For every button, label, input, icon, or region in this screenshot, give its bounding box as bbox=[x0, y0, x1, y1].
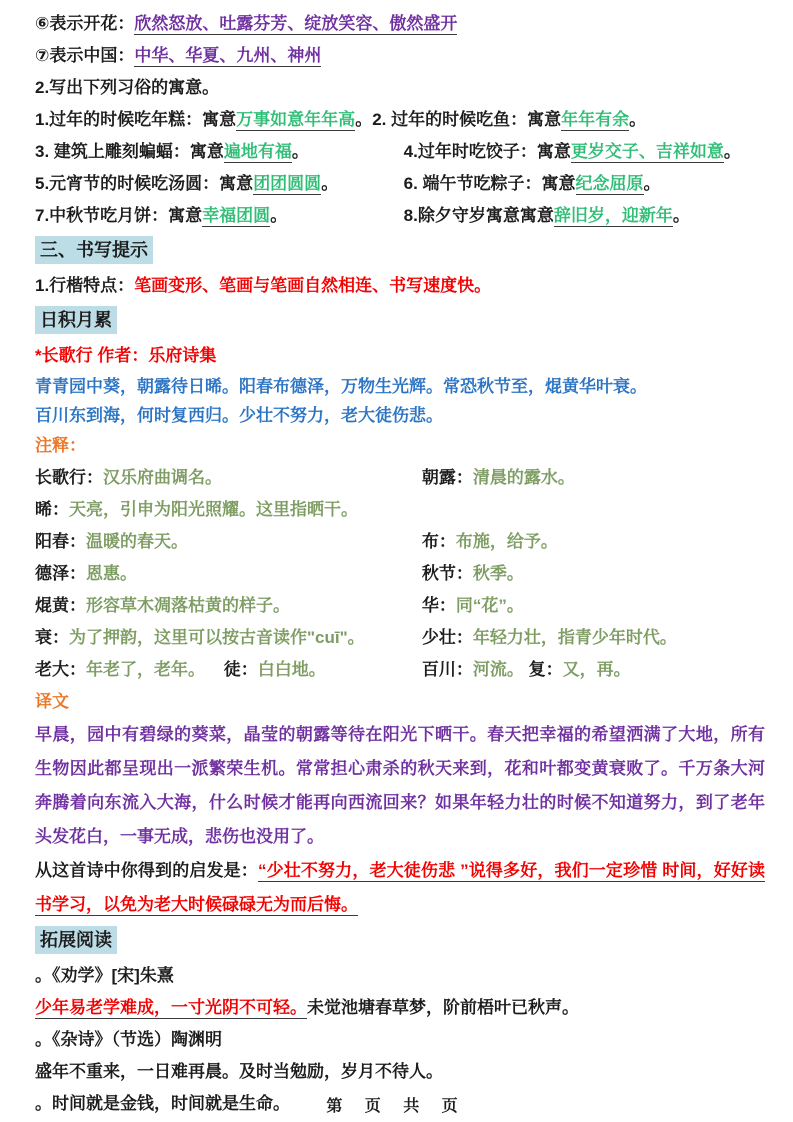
custom-answer: 更岁交子、吉祥如意 bbox=[570, 142, 724, 161]
insight-line bbox=[35, 854, 765, 922]
translation-body: 早晨，园中有碧绿的葵菜，晶莹的朝露等待在阳光下晒干。春天把幸福的希望洒满了大地，所有生物因此都呈现出一派繁荣生机。常常担心肃杀的秋天来到，花和叶都变黄衰败了。千万条大河奔腾着向东流入大海，什么时候才能再向西流回来？如果年轻力壮的时候不知道努力，到了老年头发花白，一事无成，悲伤也没用了。 bbox=[35, 725, 765, 846]
customs-row-3 bbox=[35, 168, 765, 200]
customs-heading: 2.写出下列习俗的寓意。 bbox=[35, 78, 220, 97]
custom-answer: 遍地有福 bbox=[223, 142, 292, 161]
note-entry: 老大：年老了，老年。 bbox=[35, 660, 205, 679]
note-entry: 衰：为了押韵，这里可以按古音读作"cuī"。 bbox=[35, 628, 365, 647]
poem-line-1: 青青园中葵，朝露待日晞。阳春布德泽，万物生光辉。常恐秋节至，焜黄华叶衰。 bbox=[35, 377, 647, 396]
translation-heading: 译文 bbox=[35, 692, 69, 711]
note-entry: 华：同“花”。 bbox=[421, 596, 524, 615]
custom-answer: 团团圆圆 bbox=[253, 174, 322, 193]
time-quote-line: 。时间就是金钱，时间就是生命。 bbox=[35, 1094, 290, 1113]
customs-row-4 bbox=[35, 200, 765, 232]
custom-answer: 辞旧岁，迎新年 bbox=[553, 206, 673, 225]
custom-item-8: 8.除夕守岁寓意寓意辞旧岁，迎新年。 bbox=[403, 206, 690, 225]
custom-item-6: 6. 端午节吃粽子：寓意纪念屈原。 bbox=[403, 174, 661, 193]
section-heading-extended: 拓展阅读 bbox=[35, 926, 117, 954]
note-entry: 长歌行：汉乐府曲调名。 bbox=[35, 468, 222, 487]
custom-item-3: 3. 建筑上雕刻蝙蝠：寓意遍地有福。 bbox=[35, 142, 309, 161]
writing-item: 1.行楷特点：笔画变形、笔画与笔画自然相连、书写速度快。 bbox=[35, 276, 492, 295]
note-entry: 朝露：清晨的露水。 bbox=[421, 468, 575, 487]
insight-answer: “少壮不努力，老大徒伤悲 ”说得多好，我们一定珍惜 时间，好好读书学习，以免为老大时候碌碌无为而后悔。 bbox=[35, 861, 765, 914]
writing-answer: 笔画变形、笔画与笔画自然相连、书写速度快。 bbox=[134, 276, 492, 295]
quanxue-red-part: 少年易老学难成，一寸光阴不可轻。 bbox=[35, 998, 307, 1017]
custom-answer: 纪念屈原 bbox=[575, 174, 644, 193]
note-entry: 布：布施，给予。 bbox=[421, 532, 558, 551]
quanxue-line bbox=[35, 992, 765, 1024]
custom-answer: 万事如意年年高 bbox=[236, 110, 356, 129]
note-row-6 bbox=[35, 622, 765, 654]
note-entry: 徒：白白地。 bbox=[223, 660, 326, 679]
fill-answer: 欣然怒放、吐露芬芳、绽放笑容、傲然盛开 bbox=[134, 14, 458, 33]
poem-line-2: 百川东到海，何时复西归。少壮不努力，老大徒伤悲。 bbox=[35, 406, 443, 425]
writing-section bbox=[35, 232, 765, 270]
note-row-3 bbox=[35, 526, 765, 558]
custom-answer: 幸福团圆 bbox=[202, 206, 271, 225]
quanxue-title: 。《劝学》[宋]朱熹 bbox=[35, 966, 174, 985]
customs-line-1 bbox=[35, 104, 765, 136]
note-row-4 bbox=[35, 558, 765, 590]
quanxue-black-part: 未觉池塘春草梦，阶前梧叶已秋声。 bbox=[307, 998, 579, 1017]
note-entry: 德泽：恩惠。 bbox=[35, 564, 137, 583]
custom-item-7: 7.中秋节吃月饼：寓意幸福团圆。 bbox=[35, 206, 288, 225]
fill-prefix: ⑦表示中国： bbox=[35, 46, 135, 65]
custom-item-4: 4.过年时吃饺子：寓意更岁交子、吉祥如意。 bbox=[403, 142, 741, 161]
page-footer: 第 页 共 页 bbox=[326, 1098, 467, 1115]
section-heading-accumulation: 日积月累 bbox=[35, 306, 117, 334]
note-entry: 晞：天亮，引申为阳光照耀。这里指晒干。 bbox=[35, 500, 358, 519]
note-entry: 焜黄：形容草木凋落枯黄的样子。 bbox=[35, 596, 290, 615]
zashi-line: 盛年不重来，一日难再晨。及时当勉励，岁月不待人。 bbox=[35, 1062, 443, 1081]
note-row-2 bbox=[35, 494, 765, 526]
note-entry: 复：又，再。 bbox=[528, 660, 631, 679]
note-entry: 阳春：温暖的春天。 bbox=[35, 532, 188, 551]
custom-item-2: 2. 过年的时候吃鱼：寓意年年有余。 bbox=[372, 110, 647, 129]
section-heading-writing: 三、书写提示 bbox=[35, 236, 153, 264]
insight-prefix: 从这首诗中你得到的启发是： bbox=[35, 861, 258, 880]
fill-answer: 中华、华夏、九州、神州 bbox=[134, 46, 322, 65]
note-entry: 少壮：年轻力壮，指青少年时代。 bbox=[421, 628, 677, 647]
custom-item-1: 1.过年的时候吃年糕：寓意万事如意年年高。 bbox=[35, 110, 373, 129]
note-row-5 bbox=[35, 590, 765, 622]
fill-prefix: ⑥表示开花： bbox=[35, 14, 135, 33]
customs-row-2 bbox=[35, 136, 765, 168]
zashi-title: 。《杂诗》（节选）陶渊明 bbox=[35, 1030, 222, 1049]
fill-line-flower bbox=[35, 8, 765, 40]
note-entry: 秋节：秋季。 bbox=[421, 564, 524, 583]
notes-heading: 注释： bbox=[35, 436, 86, 455]
custom-item-5: 5.元宵节的时候吃汤圆：寓意团团圆圆。 bbox=[35, 174, 339, 193]
fill-line-china bbox=[35, 40, 765, 72]
note-row-7 bbox=[35, 654, 765, 686]
extended-section bbox=[35, 922, 765, 960]
note-entry: 百川：河流。 bbox=[421, 660, 524, 679]
custom-answer: 年年有余 bbox=[561, 110, 630, 129]
accumulation-section bbox=[35, 302, 765, 340]
note-row-1 bbox=[35, 462, 765, 494]
poem-title: *长歌行 作者：乐府诗集 bbox=[35, 346, 217, 365]
